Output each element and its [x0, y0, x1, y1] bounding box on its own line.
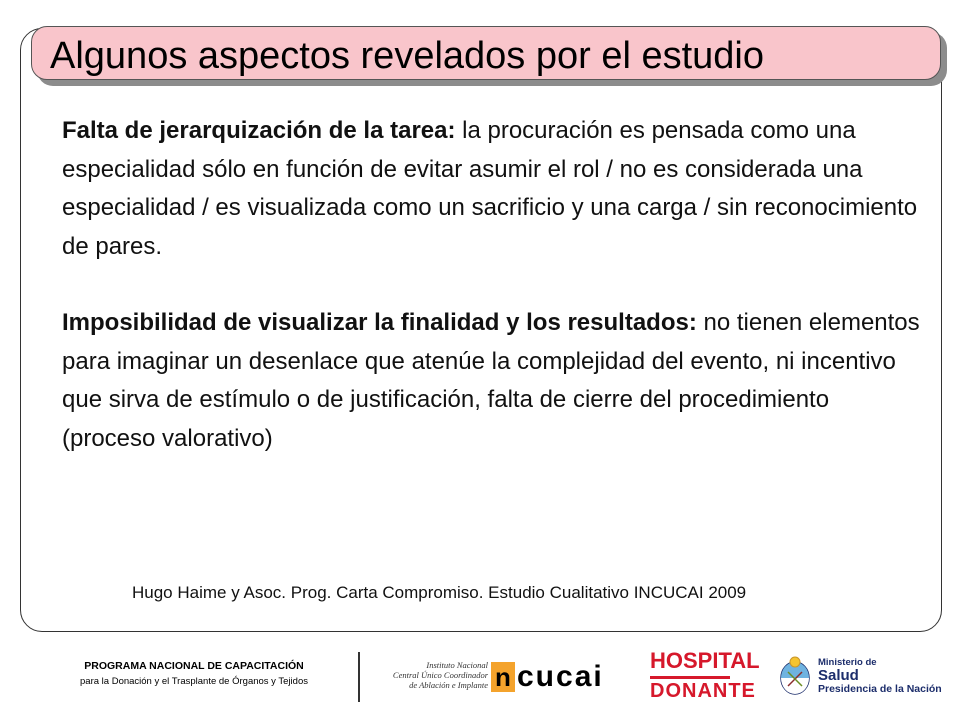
paragraph-hierarchy [62, 112, 922, 266]
slide-body [62, 112, 922, 458]
ministerio-salud: Salud [818, 666, 859, 684]
paragraph-outcomes-text: no tienen elementos para imaginar un desenlace que atenúe la complejidad del evento, ni incentivo que sirva de estímulo o de justificación, falta de cierre del procedimiento (proceso valorativo) [62, 309, 920, 452]
paragraph-outcomes-heading: Imposibilidad de visualizar la finalidad y los resultados: [62, 309, 697, 336]
incucai-logo [491, 662, 604, 692]
incucai-caption [392, 660, 488, 690]
incucai-caption-line: Central Único Coordinador [392, 670, 488, 680]
ministerio-line: Ministerio de [818, 656, 877, 668]
paragraph-outcomes [62, 304, 922, 458]
ministerio-salud-logo [778, 656, 942, 696]
incucai-logo-word: cucai [517, 660, 604, 693]
program-subtitle: para la Donación y el Trasplante de Órganos y Tejidos [80, 676, 308, 687]
hospital-donante-logo [650, 648, 760, 703]
paragraph-hierarchy-text: la procuración es pensada como una especialidad sólo en función de evitar asumir el rol / no es considerada una especialidad / es visualizada como un sacrificio y una carga / sin reconocimiento de pares. [62, 117, 918, 260]
incucai-caption-line: de Ablación e Implante [409, 680, 488, 690]
argentina-shield-icon [778, 656, 812, 696]
program-title: PROGRAMA NACIONAL DE CAPACITACIÓN [84, 660, 304, 672]
ministerio-text [818, 657, 942, 696]
hospital-logo-bottom: DONANTE [650, 676, 730, 703]
paragraph-spacer [62, 266, 922, 304]
hospital-logo-top: HOSPITAL [650, 648, 760, 673]
footer-divider [358, 652, 360, 702]
slide-title: Algunos aspectos revelados por el estudio [50, 35, 765, 77]
incucai-caption-line: Instituto Nacional [426, 660, 488, 670]
incucai-logo-mark: n [491, 662, 515, 692]
ministerio-presidencia: Presidencia de la Nación [818, 682, 942, 695]
citation: Hugo Haime y Asoc. Prog. Carta Compromiso. Estudio Cualitativo INCUCAI 2009 [132, 583, 747, 602]
paragraph-hierarchy-heading: Falta de jerarquización de la tarea: [62, 117, 456, 144]
program-label [44, 660, 344, 687]
